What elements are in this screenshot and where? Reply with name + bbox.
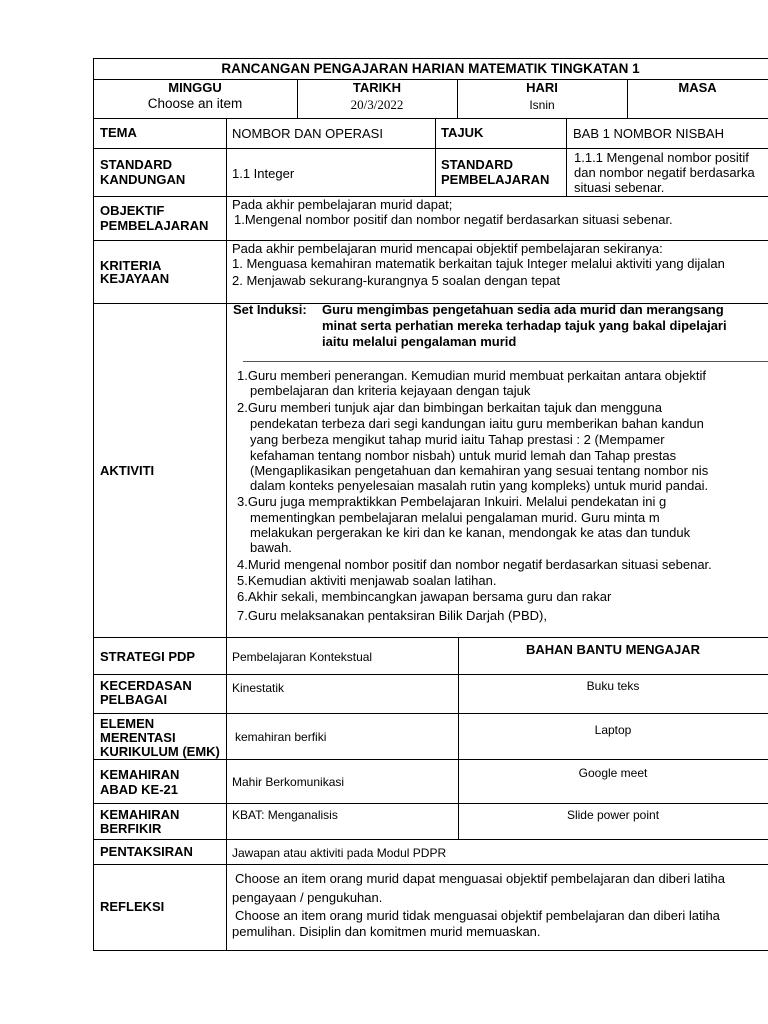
- aktiviti-line: mementingkan pembelajaran melalui pengalaman murid. Guru minta m: [250, 510, 660, 525]
- tajuk-label: TAJUK: [441, 125, 484, 140]
- objektif-label-1: OBJEKTIF: [100, 203, 165, 218]
- induksi-separator: [243, 361, 768, 362]
- standard-pembelajaran-label-1: STANDARD: [441, 157, 513, 172]
- standard-kandungan-label-2: KANDUNGAN: [100, 172, 186, 187]
- strategi-value: Pembelajaran Kontekstual: [232, 650, 373, 664]
- tajuk-value: BAB 1 NOMBOR NISBAH: [573, 126, 724, 141]
- row-divider: [93, 864, 768, 865]
- pentaksiran-label: PENTAKSIRAN: [100, 844, 193, 859]
- berfikir-value: KBAT: Menganalisis: [232, 808, 338, 822]
- refleksi-line: pengayaan / pengukuhan.: [232, 890, 383, 905]
- pentaksiran-value: Jawapan atau aktiviti pada Modul PDPR: [232, 846, 447, 860]
- tarikh-value[interactable]: 20/3/2022: [350, 97, 404, 112]
- objektif-line: Pada akhir pembelajaran murid dapat;: [232, 197, 453, 212]
- row-divider: [93, 674, 768, 675]
- standard-pembelajaran-line: dan nombor negatif berdasarka: [574, 165, 755, 180]
- bahan-item: Buku teks: [586, 679, 640, 693]
- tema-label: TEMA: [100, 125, 137, 140]
- bahan-item: Google meet: [578, 766, 648, 780]
- kriteria-line: 2. Menjawab sekurang-kurangnya 5 soalan dengan tepat: [232, 273, 561, 288]
- minggu-label: MINGGU: [168, 80, 222, 95]
- col-divider: [435, 118, 436, 196]
- kriteria-line: 1. Menguasa kemahiran matematik berkaitan tajuk Integer melalui aktiviti yang dijalan: [232, 256, 725, 271]
- page-title: RANCANGAN PENGAJARAN HARIAN MATEMATIK TINGKATAN 1: [221, 61, 640, 76]
- table-border-bottom: [93, 950, 768, 951]
- aktiviti-line: 6.Akhir sekali, membincangkan jawapan bersama guru dan rakar: [237, 589, 612, 604]
- abad21-value: Mahir Berkomunikasi: [232, 775, 345, 789]
- table-border-left: [93, 58, 94, 951]
- emk-label-3: KURIKULUM (EMK): [100, 744, 220, 759]
- kriteria-line: Pada akhir pembelajaran murid mencapai objektif pembelajaran sekiranya:: [232, 241, 663, 256]
- standard-pembelajaran-label-2: PEMBELAJARAN: [441, 172, 550, 187]
- refleksi-line: Choose an item orang murid tidak menguasai objektif pembelajaran dan diberi latiha: [235, 908, 720, 923]
- row-divider: [93, 713, 768, 714]
- set-induksi-line: iaitu melalui pengalaman murid: [322, 334, 517, 349]
- aktiviti-line: dalam konteks penyelesaian masalah rutin yang kompleks) untuk murid pandai.: [250, 478, 709, 493]
- aktiviti-line: pendekatan terbeza dari segi kandungan iaitu guru memberikan bahan kandun: [250, 416, 704, 431]
- col-divider: [566, 118, 567, 196]
- aktiviti-line: (Mengaplikasikan pengetahuan dan kemahiran yang sesuai tentang nombor nis: [250, 463, 709, 478]
- bahan-item: Slide power point: [566, 808, 660, 822]
- emk-value: kemahiran berfiki: [235, 730, 327, 744]
- lesson-plan-table: [93, 58, 768, 951]
- minggu-dropdown[interactable]: Choose an item: [147, 96, 243, 111]
- standard-pembelajaran-line: 1.1.1 Mengenal nombor positif: [574, 150, 749, 165]
- standard-kandungan-value: 1.1 Integer: [232, 166, 295, 181]
- kriteria-label-2: KEJAYAAN: [100, 271, 170, 286]
- table-border-top: [93, 58, 768, 59]
- abad21-label-2: ABAD KE-21: [100, 782, 179, 797]
- tarikh-label: TARIKH: [352, 80, 402, 95]
- objektif-label-2: PEMBELAJARAN: [100, 218, 209, 233]
- bahan-item: Laptop: [594, 723, 632, 737]
- aktiviti-line: yang berbeza mengikut tahap murid iaitu Tahap prestasi : 2 (Mempamer: [250, 432, 665, 447]
- refleksi-line: pemulihan. Disiplin dan komitmen murid memuaskan.: [232, 924, 541, 939]
- row-divider: [93, 803, 768, 804]
- kecerdasan-value: Kinestatik: [232, 681, 285, 695]
- berfikir-label-1: KEMAHIRAN: [100, 807, 180, 822]
- aktiviti-line: 3.Guru juga mempraktikkan Pembelajaran Inkuiri. Melalui pendekatan ini g: [237, 494, 667, 509]
- emk-label-1: ELEMEN: [100, 716, 155, 731]
- aktiviti-line: bawah.: [250, 540, 292, 555]
- set-induksi-line: minat serta perhatian mereka terhadap tajuk yang bakal dipelajari: [322, 318, 727, 333]
- row-divider: [93, 118, 768, 119]
- refleksi-label: REFLEKSI: [100, 899, 165, 914]
- hari-value[interactable]: Isnin: [529, 98, 555, 112]
- strategi-label: STRATEGI PDP: [100, 649, 196, 664]
- col-divider: [226, 118, 227, 950]
- refleksi-line: Choose an item orang murid dapat menguasai objektif pembelajaran dan diberi latiha: [235, 871, 725, 886]
- emk-label-2: MERENTASI: [100, 730, 176, 745]
- set-induksi-line: Guru mengimbas pengetahuan sedia ada murid dan merangsang: [322, 302, 724, 317]
- bahan-header: BAHAN BANTU MENGAJAR: [525, 642, 701, 657]
- berfikir-label-2: BERFIKIR: [100, 821, 162, 836]
- kriteria-label-1: KRITERIA: [100, 258, 162, 273]
- objektif-line: 1.Mengenal nombor positif dan nombor negatif berdasarkan situasi sebenar.: [234, 212, 673, 227]
- aktiviti-line: 4.Murid mengenal nombor positif dan nombor negatif berdasarkan situasi sebenar.: [237, 557, 712, 572]
- standard-kandungan-label-1: STANDARD: [100, 157, 172, 172]
- masa-label: MASA: [678, 80, 717, 95]
- aktiviti-line: pembelajaran dan kriteria kejayaan dengan tajuk: [250, 383, 531, 398]
- row-divider: [93, 637, 768, 638]
- kecerdasan-label-1: KECERDASAN: [100, 678, 192, 693]
- aktiviti-line: 7.Guru melaksanakan pentaksiran Bilik Darjah (PBD),: [237, 608, 547, 623]
- aktiviti-line: 5.Kemudian aktiviti menjawab soalan latihan.: [237, 573, 497, 588]
- standard-pembelajaran-line: situasi sebenar.: [574, 180, 665, 195]
- row-divider: [93, 839, 768, 840]
- aktiviti-label: AKTIVITI: [100, 463, 155, 478]
- abad21-label-1: KEMAHIRAN: [100, 767, 180, 782]
- tema-value: NOMBOR DAN OPERASI: [232, 126, 383, 141]
- aktiviti-line: 2.Guru memberi tunjuk ajar dan bimbingan berkaitan tajuk dan mengguna: [237, 400, 662, 415]
- aktiviti-line: 1.Guru memberi penerangan. Kemudian murid membuat perkaitan antara objektif: [237, 368, 706, 383]
- set-induksi-label: Set Induksi:: [233, 302, 307, 317]
- kecerdasan-label-2: PELBAGAI: [100, 692, 168, 707]
- row-divider: [93, 759, 768, 760]
- row-divider: [93, 148, 768, 149]
- aktiviti-line: melakukan pergerakan ke kiri dan ke kanan, mendongak ke atas dan tunduk: [250, 525, 691, 540]
- hari-label: HARI: [526, 80, 558, 95]
- aktiviti-line: kefahaman tentang nombor nisbah) untuk murid lemah dan Tahap prestas: [250, 448, 677, 463]
